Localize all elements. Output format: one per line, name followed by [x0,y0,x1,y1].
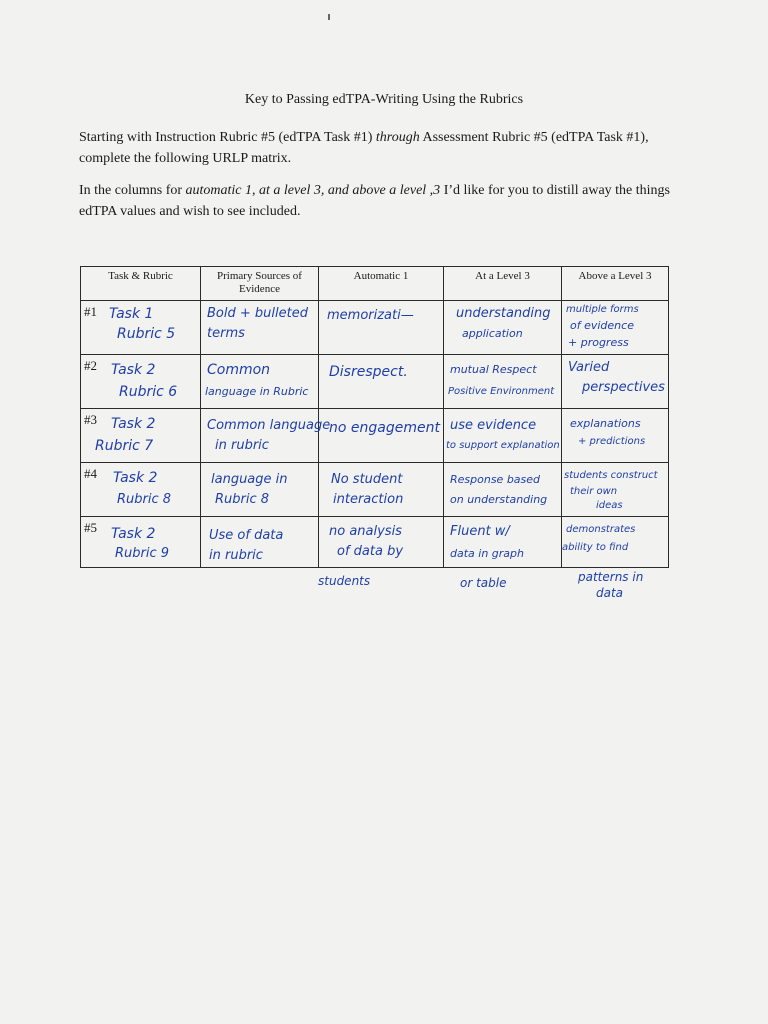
handwritten-text: use evidence [450,418,537,433]
cell-task [81,463,201,517]
handwritten-text: Fluent w/ [450,524,510,539]
handwritten-text: Task 2 [111,362,156,378]
header-primary-sources: Primary Sources of Evidence [201,267,319,301]
handwritten-text: in rubric [215,438,269,453]
handwritten-text: demonstrates [566,524,636,535]
table-row [81,463,669,517]
urlp-matrix [80,266,669,568]
handwritten-text: Common language [207,418,331,433]
table-row [81,409,669,463]
cell-sources [201,355,319,409]
handwritten-text: Positive Environment [448,386,555,397]
scan-speck [328,14,330,20]
row-number: #2 [84,358,97,373]
handwritten-text: Response based [450,473,541,486]
header-above-level-3: Above a Level 3 [562,267,669,301]
handwritten-text: of data by [337,544,404,559]
handwritten-text: Rubric 6 [119,384,178,400]
cell-automatic [319,463,444,517]
handwritten-text: Disrespect. [329,364,408,380]
handwritten-text: perspectives [582,380,665,395]
cell-task [81,409,201,463]
header-automatic-1: Automatic 1 [319,267,444,301]
cell-task [81,355,201,409]
handwritten-overflow: patterns in [578,570,644,584]
cell-level-3 [444,409,562,463]
handwritten-text: Rubric 7 [95,438,154,454]
handwritten-text: to support explanation [446,440,560,451]
handwritten-text: of evidence [570,319,634,332]
intro-emphasis: automatic 1, at a level 3, and above a level ,3 [185,183,441,198]
handwritten-text: Rubric 5 [117,326,176,342]
handwritten-text: Use of data [209,528,284,543]
cell-level-3 [444,463,562,517]
row-number: #4 [84,466,97,481]
handwritten-text: multiple forms [566,304,639,315]
cell-automatic [319,517,444,568]
intro-emphasis: through [375,130,420,145]
page-title: Key to Passing edTPA-Writing Using the Rubrics [244,92,524,107]
handwritten-text: mutual Respect [450,363,537,376]
handwritten-text: + progress [568,336,629,349]
handwritten-text: explanations [570,417,641,430]
row-number: #5 [84,520,97,535]
cell-above-level-3 [562,463,669,517]
cell-level-3 [444,517,562,568]
cell-sources [201,301,319,355]
handwritten-text: data in graph [450,547,524,560]
row-number: #1 [84,304,97,319]
handwritten-text: Task 2 [113,470,158,486]
handwritten-text: No student [331,472,403,487]
table-row [81,355,669,409]
handwritten-text: Task 2 [111,416,156,432]
cell-task [81,517,201,568]
table-row [81,301,669,355]
cell-sources [201,517,319,568]
cell-above-level-3 [562,409,669,463]
intro-text: In the columns for [79,183,186,198]
handwritten-text: on understanding [450,493,548,506]
handwritten-text: their own [570,486,618,497]
cell-above-level-3 [562,355,669,409]
cell-above-level-3 [562,301,669,355]
handwritten-overflow: or table [460,576,507,590]
header-at-level-3: At a Level 3 [444,267,562,301]
handwritten-text: Rubric 8 [215,492,270,507]
cell-level-3 [444,301,562,355]
header-row [81,267,669,301]
intro-text: Starting with Instruction Rubric #5 (edTPA Task #1) [79,130,376,145]
row-number: #3 [84,412,97,427]
handwritten-overflow: students [318,574,371,588]
handwritten-overflow: data [596,586,624,600]
cell-level-3 [444,355,562,409]
handwritten-text: Common [207,362,271,378]
cell-sources [201,463,319,517]
handwritten-text: Task 2 [111,526,156,542]
intro-paragraph-1 [79,127,699,169]
intro-text: I’d like for you to distill away the things edTPA values and wish to see included. [79,183,670,219]
handwritten-text: no analysis [329,524,402,539]
handwritten-text: Task 1 [109,306,154,322]
handwritten-text: ideas [596,500,623,511]
table-row [81,517,669,568]
cell-sources [201,409,331,463]
handwritten-text: interaction [333,492,404,507]
handwritten-text: students construct [564,470,658,481]
cell-automatic [319,355,444,409]
cell-task [81,301,201,355]
handwritten-text: ability to find [562,542,629,553]
cell-automatic [319,409,444,463]
handwritten-text: in rubric [209,548,263,563]
cell-above-level-3 [562,517,669,568]
intro-paragraph-2 [79,180,699,222]
intro-text: Assessment Rubric #5 (edTPA Task #1), complete the following URLP matrix. [79,130,649,166]
handwritten-text: memorizati— [327,308,414,323]
handwritten-text: Rubric 8 [117,492,172,507]
handwritten-text: understanding [456,306,551,321]
handwritten-text: language in [211,472,288,487]
handwritten-text: terms [207,326,245,341]
handwritten-text: no engagement [329,420,440,436]
handwritten-text: + predictions [578,436,646,447]
handwritten-text: Rubric 9 [115,546,170,561]
handwritten-text: language in Rubric [205,385,309,398]
handwritten-text: Varied [568,360,610,375]
cell-automatic [319,301,444,355]
header-task-rubric: Task & Rubric [81,267,201,301]
handwritten-text: Bold + bulleted [207,306,308,321]
handwritten-text: application [462,327,523,340]
